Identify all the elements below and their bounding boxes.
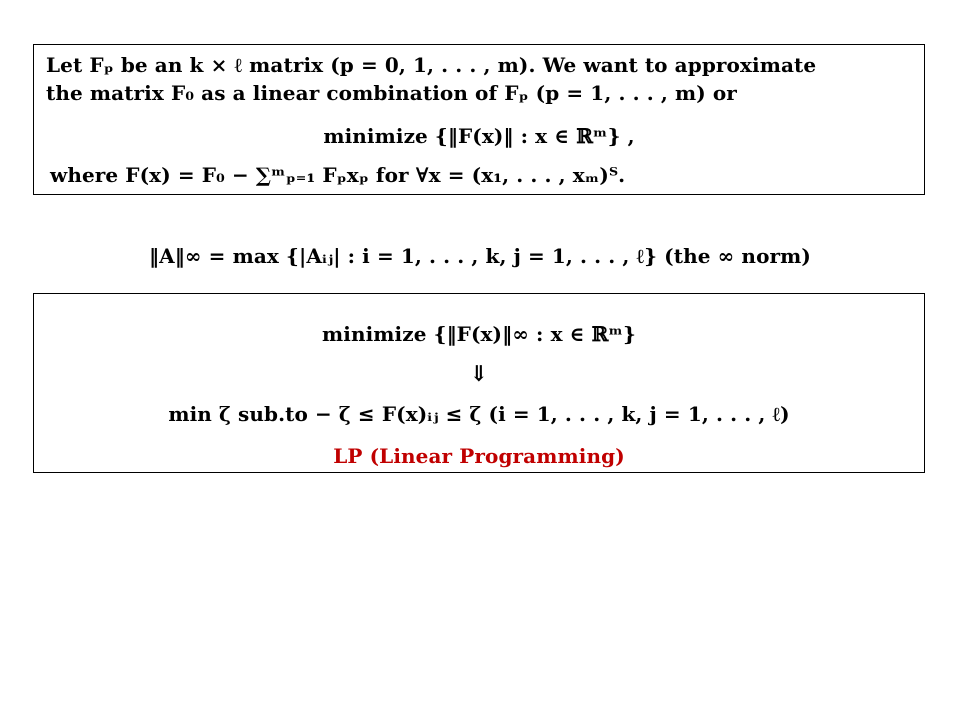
- problem-line-1: Let Fₚ be an k × ℓ matrix (p = 0, 1, . . . , m). We want to approximate: [46, 53, 817, 77]
- lp-label: LP (Linear Programming): [333, 444, 625, 468]
- residual-definition: where F(x) = F₀ − ∑ᵐₚ₌₁ Fₚxₚ for ∀x = (x₁, . . . , xₘ)ᵀ.: [50, 163, 626, 187]
- lp-reformulation-box: [33, 293, 925, 473]
- minimize-infinity-norm-formula: minimize {‖F(x)‖∞ : x ∈ ℝᵐ}: [322, 322, 636, 346]
- problem-line-2: the matrix F₀ as a linear combination of Fₚ (p = 1, . . . , m) or: [46, 81, 737, 105]
- problem-statement-box: [33, 44, 925, 195]
- lp-constraint-formula: min ζ sub.to − ζ ≤ F(x)ᵢⱼ ≤ ζ (i = 1, . . . , k, j = 1, . . . , ℓ): [168, 402, 790, 426]
- infinity-norm-definition: ‖A‖∞ = max {|Aᵢⱼ| : i = 1, . . . , k, j = 1, . . . , ℓ} (the ∞ norm): [149, 244, 811, 268]
- minimize-norm-formula: minimize {‖F(x)‖ : x ∈ ℝᵐ} ,: [323, 124, 635, 148]
- implies-arrow-icon: ⇓: [469, 361, 489, 387]
